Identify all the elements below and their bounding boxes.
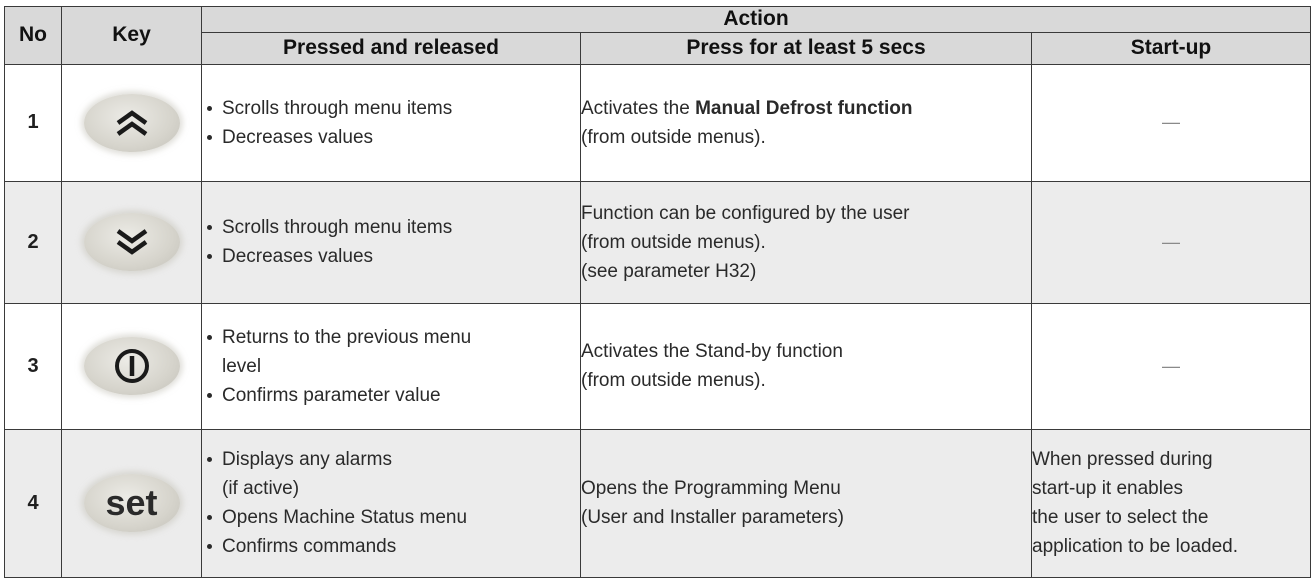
row-number: 1 bbox=[5, 64, 62, 181]
pressed-cell bbox=[202, 429, 581, 577]
press5-text: Function can be configured by the user bbox=[581, 202, 910, 224]
press5-text: (from outside menus). bbox=[581, 370, 766, 392]
startup-text: When pressed during bbox=[1032, 449, 1213, 471]
press5-text: (from outside menus). bbox=[581, 231, 766, 253]
set-key-label: set bbox=[105, 482, 158, 524]
press5-cell bbox=[581, 429, 1032, 577]
table-row bbox=[5, 429, 1311, 577]
key-cell bbox=[62, 64, 202, 181]
table-row bbox=[5, 303, 1311, 429]
press5-text: (from outside menus). bbox=[581, 126, 766, 148]
set-key-button bbox=[84, 474, 180, 532]
double-chevron-up-icon bbox=[113, 108, 151, 138]
header-start-up: Start-up bbox=[1032, 32, 1311, 64]
press5-cell bbox=[581, 182, 1032, 304]
standby-key-button bbox=[84, 337, 180, 395]
press5-text: (see parameter H32) bbox=[581, 260, 757, 282]
header-action: Action bbox=[202, 7, 1311, 33]
row-number: 4 bbox=[5, 429, 62, 577]
header-press-5-secs: Press for at least 5 secs bbox=[581, 32, 1032, 64]
startup-text: the user to select the bbox=[1032, 507, 1209, 529]
pressed-cell bbox=[202, 64, 581, 181]
list-item: Decreases values bbox=[202, 242, 580, 271]
press5-text: Activates the Stand-by function bbox=[581, 341, 843, 363]
list-item: Scrolls through menu items bbox=[202, 94, 580, 123]
startup-dash: — bbox=[1032, 303, 1311, 429]
startup-cell bbox=[1032, 429, 1311, 577]
startup-text: application to be loaded. bbox=[1032, 536, 1238, 558]
table-row bbox=[5, 182, 1311, 304]
up-key-button bbox=[84, 94, 180, 152]
list-item: Confirms parameter value bbox=[202, 381, 580, 410]
pressed-cell bbox=[202, 303, 581, 429]
press5-text: Opens the Programming Menu bbox=[581, 478, 841, 500]
press5-text: (User and Installer parameters) bbox=[581, 507, 844, 529]
key-cell bbox=[62, 303, 202, 429]
row-number: 3 bbox=[5, 303, 62, 429]
row-number: 2 bbox=[5, 182, 62, 304]
startup-text: start-up it enables bbox=[1032, 478, 1184, 500]
list-item: Confirms commands bbox=[202, 532, 580, 561]
key-cell bbox=[62, 429, 202, 577]
header-key: Key bbox=[62, 7, 202, 65]
header-no: No bbox=[5, 7, 62, 65]
double-chevron-down-icon bbox=[113, 227, 151, 257]
press5-text: Activates the bbox=[581, 97, 696, 119]
list-item: Returns to the previous menu level bbox=[202, 323, 580, 381]
list-item: Decreases values bbox=[202, 123, 580, 152]
key-cell bbox=[62, 182, 202, 304]
list-item: Opens Machine Status menu bbox=[202, 503, 580, 532]
pressed-cell bbox=[202, 182, 581, 304]
press5-cell bbox=[581, 64, 1032, 181]
startup-dash: — bbox=[1032, 182, 1311, 304]
startup-dash: — bbox=[1032, 64, 1311, 181]
list-item: Displays any alarms (if active) bbox=[202, 445, 580, 503]
header-pressed-released: Pressed and released bbox=[202, 32, 581, 64]
manual-defrost-label: Manual Defrost function bbox=[695, 97, 913, 119]
list-item: Scrolls through menu items bbox=[202, 213, 580, 242]
key-functions-table bbox=[4, 6, 1311, 578]
table-row bbox=[5, 64, 1311, 181]
press5-cell bbox=[581, 303, 1032, 429]
down-key-button bbox=[84, 213, 180, 271]
power-standby-icon bbox=[112, 346, 152, 386]
